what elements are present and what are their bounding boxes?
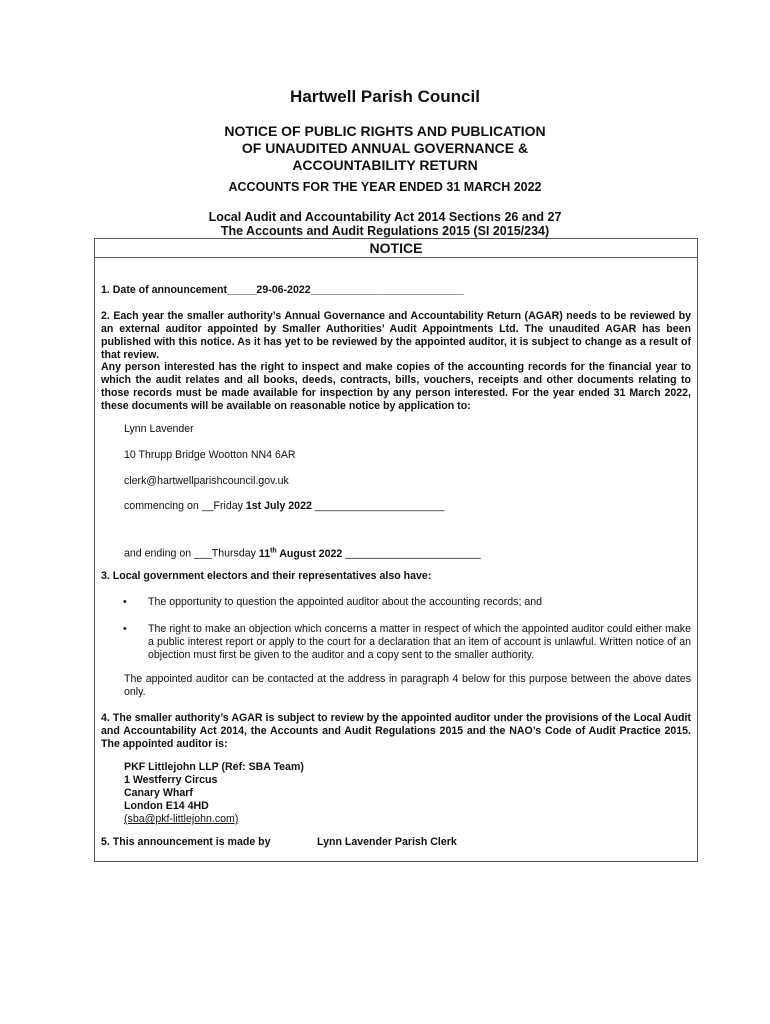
commencing-date-line [124, 500, 691, 513]
section-2-paragraph-2: Any person interested has the right to inspect and make copies of the accounting records for the financial year to which the audit relates and all books, deeds, contracts, bills, vouchers, receipts and other documents relating to those records must be made available for inspection by any person interested. For the year ended 31 March 2022, these documents will be available on reasonable notice by application to: [101, 361, 691, 412]
bullet-2-marker: • [123, 623, 127, 635]
legislation-line-2: The Accounts and Audit Regulations 2015 (SI 2015/234) [220, 224, 550, 238]
auditor-line-3: Canary Wharf [124, 787, 193, 799]
section-5-announcement [101, 836, 691, 849]
ending-date-line [124, 544, 691, 561]
section-3-footer: The appointed auditor can be contacted at the address in paragraph 4 below for this purpose between the above dates only. [124, 673, 691, 698]
notice-heading-line-3: ACCOUNTABILITY RETURN [292, 157, 478, 173]
commencing-prefix: commencing on __Friday [124, 500, 246, 512]
ending-suffix: _______________________ [342, 547, 481, 560]
notice-box [94, 238, 698, 862]
accounts-year-heading: ACCOUNTS FOR THE YEAR ENDED 31 MARCH 2022 [228, 180, 542, 194]
notice-heading-line-1: NOTICE OF PUBLIC RIGHTS AND PUBLICATION [224, 123, 546, 139]
council-title: Hartwell Parish Council [290, 87, 480, 106]
contact-email: clerk@hartwellparishcouncil.gov.uk [124, 475, 289, 487]
commencing-date: 1st July 2022 [245, 500, 312, 512]
notice-title: NOTICE [95, 239, 697, 258]
auditor-line-4: London E14 4HD [124, 800, 209, 812]
auditor-email-link[interactable]: (sba@pkf-littlejohn.com) [124, 813, 239, 825]
section-3-bullet-2: The right to make an objection which concerns a matter in respect of which the appointed auditor could either make a public interest report or apply to the court for a declaration that an item of account is unlawful. Written notice of an objection must first be given to the auditor and a copy sent to the smaller authority. [148, 623, 691, 661]
commencing-suffix: ______________________ [311, 500, 445, 512]
auditor-line-1: PKF Littlejohn LLP (Ref: SBA Team) [124, 761, 304, 773]
section-5-label: 5. This announcement is made by [101, 836, 271, 848]
bullet-1-marker: • [123, 596, 127, 608]
contact-name: Lynn Lavender [124, 423, 194, 435]
contact-address: 10 Thrupp Bridge Wootton NN4 6AR [124, 449, 296, 461]
section-1-date-of-announcement: 1. Date of announcement_____29-06-2022__________________________ [101, 284, 464, 296]
section-3-bullet-1: The opportunity to question the appointed auditor about the accounting records; and [148, 596, 543, 608]
section-2-paragraph-1: 2. Each year the smaller authority’s Annual Governance and Accountability Return (AGAR) needs to be reviewed by an external auditor appointed by Smaller Authorities’ Audit Appointments Ltd. The unaudited AGAR has been published with this notice. As it has yet to be reviewed by the appointed auditor, it is subject to change as a result of that review. [101, 310, 691, 361]
section-4-text: 4. The smaller authority’s AGAR is subject to review by the appointed auditor under the provisions of the Local Audit and Accountability Act 2014, the Accounts and Audit Regulations 2015 and the NAO’s Code of Audit Practice 2015. The appointed auditor is: [101, 712, 691, 750]
auditor-address [124, 761, 691, 826]
section-3-heading: 3. Local government electors and their representatives also have: [101, 570, 432, 582]
ending-prefix: and ending on ___Thursday [124, 547, 259, 560]
notice-heading [0, 123, 770, 174]
section-5-announcer: Lynn Lavender Parish Clerk [317, 836, 457, 848]
legislation-line-1: Local Audit and Accountability Act 2014 Sections 26 and 27 [208, 210, 562, 224]
notice-heading-line-2: OF UNAUDITED ANNUAL GOVERNANCE & [241, 140, 529, 156]
auditor-line-2: 1 Westferry Circus [124, 774, 218, 786]
legislation-references [0, 210, 770, 238]
ending-date: 11th August 2022 [258, 547, 343, 560]
